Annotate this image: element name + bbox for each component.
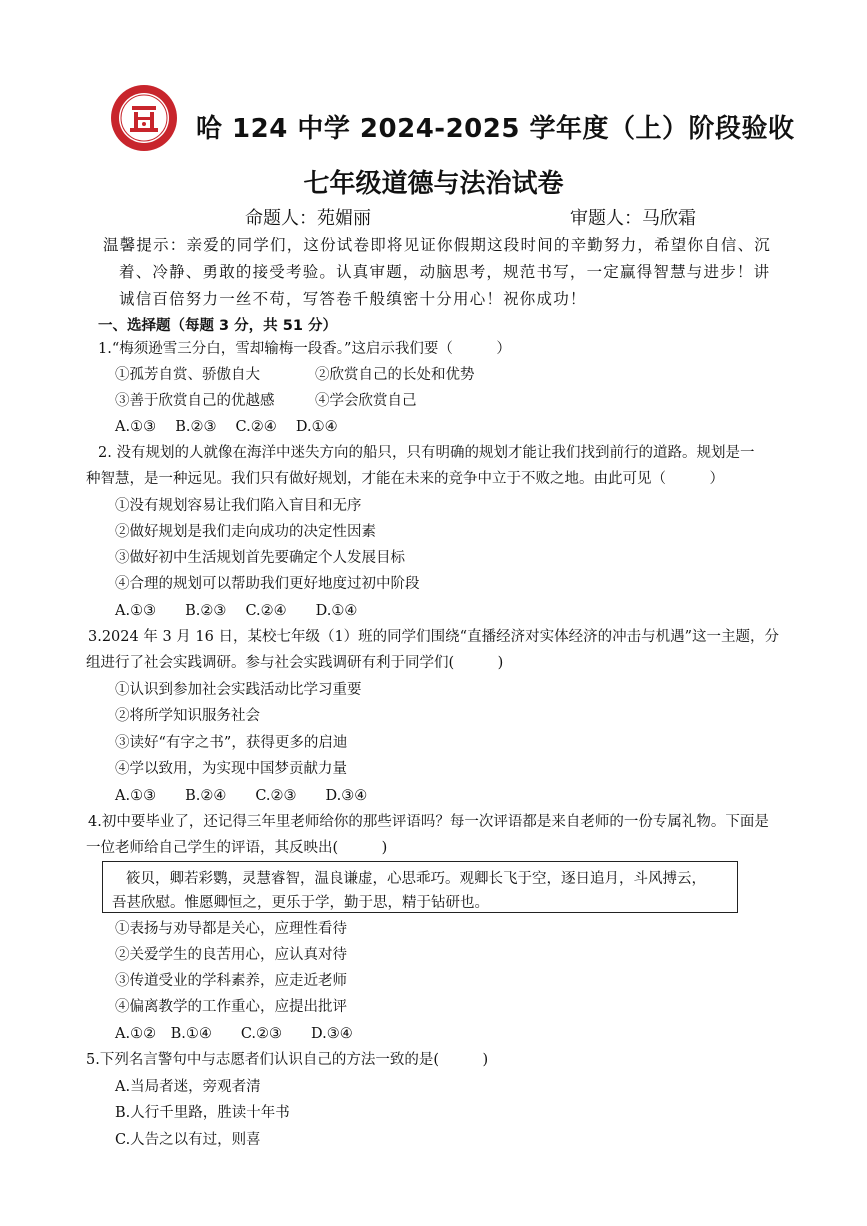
- question-3-stem: 组进行了社会实践调研。参与社会实践调研有利于同学们( ): [86, 655, 504, 671]
- warm-tip-line: 着、冷静、勇敢的接受考验。认真审题，动脑思考，规范书写，一定赢得智慧与进步！讲: [119, 263, 771, 281]
- exam-subtitle: 七年级道德与法治试卷: [303, 169, 564, 199]
- exam-title: 哈 124 中学 2024-2025 学年度（上）阶段验收: [196, 114, 795, 144]
- question-4-stem: 4.初中要毕业了，还记得三年里老师给你的那些评语吗？每一次评语都是来自老师的一份专属礼物。下面是: [88, 814, 769, 830]
- question-2-stem: 种智慧，是一种远见。我们只有做好规划，才能在未来的竞争中立于不败之地。由此可见（ ）: [86, 471, 724, 487]
- question-3-option: ②将所学知识服务社会: [115, 708, 260, 724]
- question-1-option: ①孤芳自赏、骄傲自大: [115, 367, 260, 383]
- question-setter: 命题人：苑媚丽: [245, 208, 371, 229]
- question-reviewer: 审题人：马欣霜: [570, 208, 696, 229]
- question-4-choices: A.①② B.①④ C.②③ D.③④: [115, 1026, 353, 1042]
- question-4-option: ②关爱学生的良苦用心，应认真对待: [115, 947, 347, 963]
- question-3-option: ①认识到参加社会实践活动比学习重要: [115, 682, 362, 698]
- question-5-option: A.当局者迷，旁观者清: [115, 1079, 261, 1095]
- question-1-option: ④学会欣赏自己: [315, 393, 417, 409]
- question-1-stem: 1.“梅须逊雪三分白，雪却输梅一段香。”这启示我们要（ ）: [98, 341, 511, 357]
- question-5-option: C.人告之以有过，则喜: [115, 1132, 261, 1148]
- question-5-option: B.人行千里路，胜读十年书: [115, 1105, 290, 1121]
- question-2-option: ④合理的规划可以帮助我们更好地度过初中阶段: [115, 576, 420, 592]
- question-5-stem: 5.下列名言警句中与志愿者们认识自己的方法一致的是( ): [86, 1052, 489, 1068]
- question-1-option: ②欣赏自己的长处和优势: [315, 367, 475, 383]
- warm-tip-line: 温馨提示：亲爱的同学们，这份试卷即将见证你假期这段时间的辛勤努力，希望你自信、沉: [103, 236, 772, 254]
- question-2-option: ②做好规划是我们走向成功的决定性因素: [115, 524, 376, 540]
- question-3-stem: 3.2024 年 3 月 16 日，某校七年级（1）班的同学们围绕“直播经济对实体经济的冲击与机遇”这一主题，分: [88, 629, 780, 645]
- question-2-choices: A.①③ B.②③ C.②④ D.①④: [115, 603, 358, 619]
- question-3-choices: A.①③ B.②④ C.②③ D.③④: [115, 788, 368, 804]
- question-1-choices: A.①③ B.②③ C.②④ D.①④: [115, 419, 338, 435]
- question-2-stem: 2. 没有规划的人就像在海洋中迷失方向的船只，只有明确的规划才能让我们找到前行的道路。规划是一: [98, 445, 755, 461]
- warm-tip-line: 诚信百倍努力一丝不苟，写答卷千般缜密十分用心！祝你成功！: [119, 290, 587, 308]
- teacher-comment-line: 吾甚欣慰。惟愿卿恒之，更乐于学，勤于思，精于钻研也。: [112, 895, 489, 911]
- question-3-option: ④学以致用，为实现中国梦贡献力量: [115, 761, 347, 777]
- question-2-option: ①没有规划容易让我们陷入盲目和无序: [115, 498, 362, 514]
- question-4-option: ③传道受业的学科素养，应走近老师: [115, 973, 347, 989]
- teacher-comment-line: 筱贝，卿若彩鹦，灵慧睿智，温良谦虚，心思乖巧。观卿长飞于空，逐日追月，斗风搏云，: [126, 871, 706, 887]
- question-2-option: ③做好初中生活规划首先要确定个人发展目标: [115, 550, 405, 566]
- warm-tip: [103, 232, 813, 313]
- school-logo-icon: [110, 84, 178, 152]
- question-1-option: ③善于欣赏自己的优越感: [115, 393, 275, 409]
- question-3-option: ③读好“有字之书”，获得更多的启迪: [115, 735, 348, 751]
- section-heading: 一、选择题（每题 3 分，共 51 分）: [98, 318, 337, 334]
- question-4-option: ①表扬与劝导都是关心，应理性看待: [115, 921, 347, 937]
- question-4-stem: 一位老师给自己学生的评语，其反映出( ): [86, 840, 388, 856]
- question-4-option: ④偏离教学的工作重心，应提出批评: [115, 999, 347, 1015]
